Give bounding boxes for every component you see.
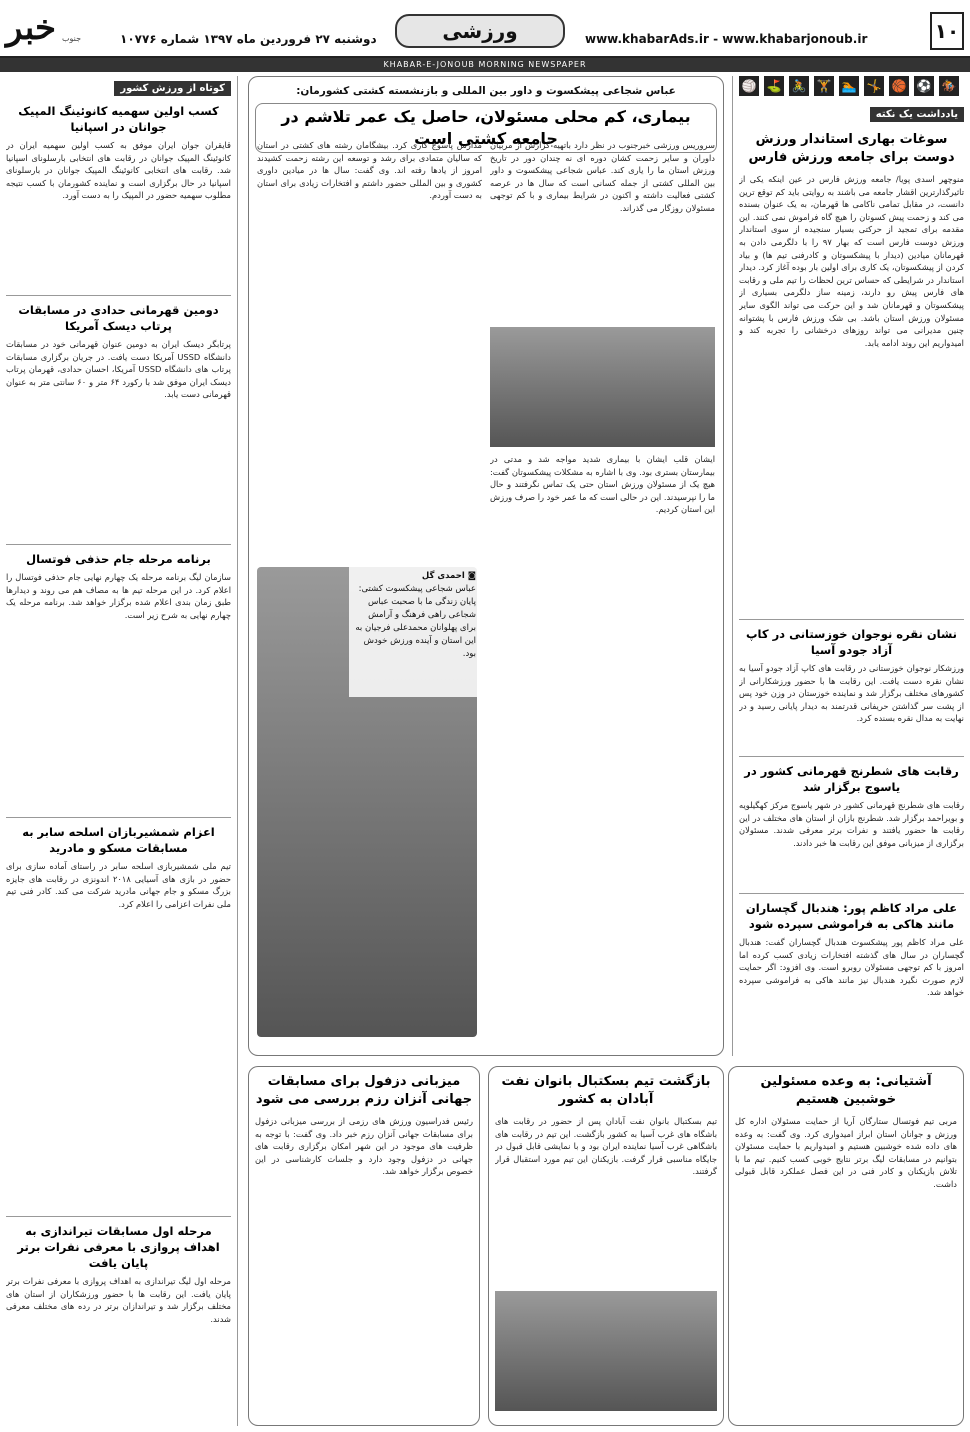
article-body: مربی تیم فوتسال ستارگان آریا از حمایت مسئولان اداره کل ورزش و جوانان استان ابراز امیدواری کرد. وی گفت: به وعده های داده شده خوشبین هستیم و امیدواریم با حمایت مسئولان بتوانیم در مسابقات لیگ برتر نتایج خوبی کسب کنیم. تیم ما با تلاش بازیکنان و کادر فنی در این فصل عملکرد قابل قبولی داشت. <box>735 1116 957 1189</box>
headline: نشان نقره نوجوان خوزستانی در کاپ آزاد جودو آسیا <box>746 627 957 657</box>
headline: علی مراد کاظم پور: هندبال گچساران مانند هاکی به فراموشی سپرده شود <box>745 901 958 931</box>
article-body: سروریس ورزشی خبرجنوب در نظر دارد باتهیه گزارش از مربیان داوران و سایر زحمت کشان دوره ای نه چندان دور در تاریخ ورزش استان ما را یاری کند. عباس شجاعی پیشکسوت و داور بین المللی کشتی از جمله کسانی است که سال ها در عرصه کشتی فعالیت داشته و اکنون در شرایط بیماری و با کم توجهی مسئولان روزگار می گذراند. <box>490 140 715 213</box>
feature-title: بیماری، کم محلی مسئولان، حاصل یک عمر تلاشم در جامعه کشتی است <box>255 103 717 153</box>
feature-article <box>248 76 724 1056</box>
website-urls[interactable]: www.khabarAds.ir - www.khabarjonoub.ir <box>585 32 868 46</box>
bottom-article <box>488 1066 724 1426</box>
bottom-article <box>248 1066 480 1426</box>
headline: اعزام شمشیربازان اسلحه سابر به مسابقات مسکو و مادرید <box>22 825 215 855</box>
sport-icon: 🏀 <box>889 76 909 96</box>
newspaper-logo: خبر <box>5 8 56 48</box>
article-body: سازمان لیگ برنامه مرحله یک چهارم نهایی جام حذفی فوتسال را اعلام کرد. در این مرحله تیم ها به مصاف هم می روند و دیدارها طبق زمان بندی اعلام شده برگزار خواهد شد. برنامه مرحله یک چهارم نهایی به شرح زیر است. <box>6 572 231 620</box>
masthead-bar: KHABAR-E-JONOUB MORNING NEWSPAPER <box>0 58 970 72</box>
article-body: تیم بسکتبال بانوان نفت آبادان پس از حضور در رقابت های باشگاه های غرب آسیا به کشور بازگشت. این تیم در رقابت های باشگاهی غرب آسیا نماینده ایران بود و با نمایشی قابل قبول در جایگاه مناسبی قرار گرفت. بازیکنان این تیم مورد استقبال قرار گرفتند. <box>495 1116 717 1177</box>
headline: دومین قهرمانی حدادی در مسابقات پرتاب دیسک آمریکا <box>18 303 219 333</box>
sport-icon: 🏇 <box>939 76 959 96</box>
headline: آشتیانی: به وعده مسئولین خوشبین هستیم <box>760 1074 932 1107</box>
article-body: پرتابگر دیسک ایران به دومین عنوان قهرمانی خود در مسابقات دانشگاه USSD آمریکا دست یافت. در جریان برگزاری مسابقات پرتاب های دانشگاه USSD آمریکا، احسان حدادی، قهرمان پرتاب دیسک ایران موفق شد با رکورد ۶۴ متر و ۶۰ سانتی متر به عنوان قهرمانی دست یابد. <box>6 339 231 400</box>
sport-icon: 🚴 <box>789 76 809 96</box>
headline: سوغات بهاری استاندار ورزش دوست برای جامعه ورزش فارس <box>748 132 955 165</box>
section-title: ورزشی <box>395 14 565 48</box>
quote-text: عباس شجاعی پیشکسوت کشتی: پایان زندگی ما با صحبت عباس شجاعی راهی فرهنگ و آرامش برای پهلوانان محمدعلی فرجیان به این استان و آینده ورزش خودش بود. <box>355 584 476 659</box>
article-body: رقابت های شطرنج قهرمانی کشور در شهر یاسوج مرکز کهگیلویه و بویراحمد برگزار شد. شطرنج بازان از استان های مختلف در این رقابت ها حضور یافتند و نفرات برتر معرفی شدند. مسئولان برگزاری از میزبانی موفق این رقابت ها خبر دادند. <box>739 800 964 848</box>
article-body: ایشان قلب ایشان با بیماری شدید مواجه شد و مدتی در بیمارستان بستری بود. وی با اشاره به مشکلات پیشکسوتان گفت: هیچ یک از مسئولان ورزش استان حتی یک تماس نگرفتند و حال ما را نپرسیدند. این در حالی است که ما عمر خود را صرف ورزش این استان کردیم. <box>490 454 715 515</box>
sport-icon: 🏊 <box>839 76 859 96</box>
headline: بازگشت تیم بسکتبال بانوان نفت آبادان به کشور <box>501 1074 711 1107</box>
headline: رقابت های شطرنج قهرمانی کشور در یاسوج برگزار شد <box>744 764 959 794</box>
column-tag: کوتاه از ورزش کشور <box>114 81 231 96</box>
page-number: ۱۰ <box>930 12 964 50</box>
article-body: تیم ملی شمشیربازی اسلحه سابر در راستای آماده سازی برای حضور در بازی های آسیایی ۲۰۱۸ اندونزی در رقابت های جایزه بزرگ مسکو و جام جهانی مادرید شرکت می کند. کادر فنی تیم ملی نفرات اعزامی را اعلام کرد. <box>6 861 231 909</box>
headline: کسب اولین سهمیه کانوئینگ المپیک جوانان در اسپانیا <box>18 104 219 134</box>
dateline: دوشنبه ۲۷ فروردین ماه ۱۳۹۷ شماره ۱۰۷۷۶ <box>120 32 377 46</box>
photo-credit: ◙ احمدی گل <box>421 571 476 581</box>
sport-icon: ⛳ <box>764 76 784 96</box>
article-body: ورزشکار نوجوان خوزستانی در رقابت های کاپ آزاد جودو آسیا به نشان نقره دست یافت. این رقابت ها با حضور ورزشکارانی از کشورهای مختلف برگزار شد و نماینده خوزستان در وزن خود پس از پشت سر گذاشتن حریفانی قدرتمند به دیدار پایانی رسید و در نهایت به مدال نقره بسنده کرد. <box>739 663 964 724</box>
article-body: مرحله اول لیگ تیراندازی به اهداف پروازی با معرفی نفرات برتر پایان یافت. این رقابت ها با حضور ورزشکاران از استان های مختلف برگزار شد و تیراندازان برتر در رده های مختلف معرفی شدند. <box>6 1276 231 1324</box>
bottom-article <box>728 1066 964 1426</box>
page-header <box>0 0 970 58</box>
article-body: رئیس فدراسیون ورزش های رزمی از بررسی میزبانی دزفول برای مسابقات جهانی آنزان رزم خبر داد. وی گفت: با توجه به ظرفیت های موجود در این شهر امکان برگزاری رقابت های جهانی در دزفول وجود دارد و جلسات کارشناسی در این خصوص برگزار خواهد شد. <box>255 1116 473 1177</box>
sport-icon: 🏋 <box>814 76 834 96</box>
sport-icon: 🏐 <box>739 76 759 96</box>
column-tag: یادداشت یک نکته <box>870 107 964 122</box>
sport-icon: 🤸 <box>864 76 884 96</box>
sport-icon: ⚽ <box>914 76 934 96</box>
logo-sub: جنوب <box>62 34 82 43</box>
left-column <box>6 76 238 1426</box>
photo-quote <box>349 567 479 697</box>
article-body: منوچهر اسدی پویا/ جامعه ورزش فارس در عین اینکه یکی از تاثیرگذارترین اقشار جامعه می باشند به روایتی باید کم توقع ترین دانست، در مقابل تمامی ناکامی ها قهرمان، به یک عنوان بسنده می کند و زحمت پیش کسوتان را هیچ گاه فراموش نمی کنند. این مقدمه برای تمجید از حرکتی بسیار سنجیده از سوی استاندار ورزش دوست فارس است که بهار ۹۷ را با دلگرمی دادن به قهرمانان میادین (دیدار با پیشکسوتان و کادرفنی تیم ها) و بیاد کردن از پیشکسوتان، یک کاری برای اولین بار بوده آغاز کرد. دیدار استاندار در شرایطی که حساس ترین لحظات را تیم ملی و رقابت های فارس پیش رو دارند، زمینه ساز دلگرمی بسیاری از پیشکسوتان و قهرمانان شد و این حرکت می تواند الگوی سایر مسئولان ورزش استان باشد. بی شک ورزش فارس با پشتوانه چنین مدیرانی می تواند روزهای درخشانی را تجربه کند و امیدواریم این روند ادامه یابد. <box>739 174 964 348</box>
article-body: مدارس پاسوج کاری کرد. بیشگامان رشته های کشتی در استان که سالیان متمادی برای رشد و توسعه این رشته زحمت کشیدند امروز از یادها رفته اند. وی گفت: سال ها در میادین داوری کشوری و بین المللی حضور داشتم و افتخارات زیادی برای استان به دست آوردم. <box>257 140 482 201</box>
kicker: عباس شجاعی پیشکسوت و داور بین المللی و بازنشسته کشتی کشورمان: <box>296 85 676 97</box>
headline: مرحله اول مسابقات تیراندازی به اهداف پروازی با معرفی نفرات برتر پایان یافت <box>17 1224 220 1270</box>
team-photo <box>490 327 715 447</box>
sport-icons-row <box>739 76 964 96</box>
article-body: علی مراد کاظم پور پیشکسوت هندبال گچساران گفت: هندبال گچساران در سال های گذشته افتخارات زیادی کسب کرده اما امروز با کم توجهی مسئولان روبرو است. وی افزود: اگر حمایت لازم صورت نگیرد هندبال نیز مانند هاکی به فراموشی سپرده خواهد شد. <box>739 937 964 998</box>
basketball-photo <box>495 1291 717 1411</box>
headline: برنامه مرحله جام حذفی فوتسال <box>26 552 211 566</box>
article-body: قایقران جوان ایران موفق به کسب اولین سهمیه ایران در کانوئینگ المپیک جوانان در رقابت های انتخابی بارسلونای اسپانیا شد. رقابت های انتخابی کانوئینگ المپیک جوانان در بارسلونای اسپانیا در حال برگزاری است و نماینده کشورمان با کسب نتیجه مطلوب سهمیه حضور در المپیک را به دست آورد. <box>6 140 231 201</box>
headline: میزبانی دزفول برای مسابقات جهانی آنزان رزم بررسی می شود <box>255 1074 473 1107</box>
right-column <box>732 76 964 1056</box>
